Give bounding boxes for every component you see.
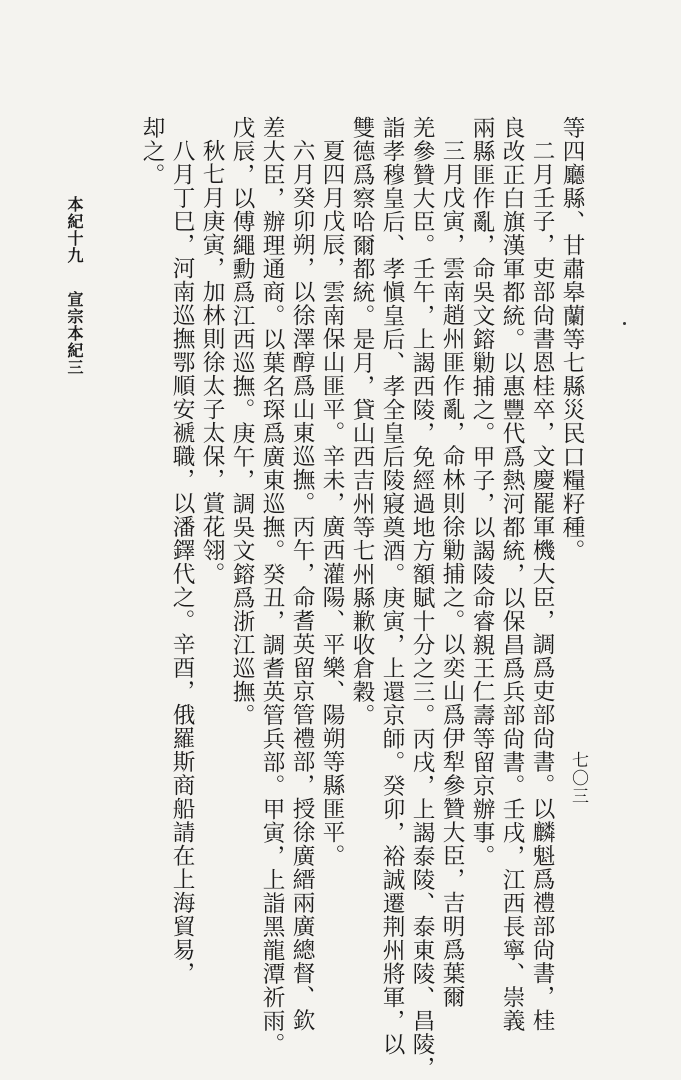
text-column-14: 八月丁巳，河南巡撫鄂順安褫職，以潘鐸代之。辛酉，俄羅斯商船請在上海貿易， xyxy=(169,139,195,985)
page-number: 七〇三 xyxy=(568,751,588,805)
text-column-1: 等四廳縣、甘肅皋蘭等七縣災民口糧籽種。 xyxy=(559,116,585,563)
text-column-5: 三月戊寅，雲南趙州匪作亂，命林則徐勦捕之。以奕山爲伊犁參贊大臣，吉明爲葉爾 xyxy=(439,139,465,1009)
text-column-4: 兩縣匪作亂，命吳文鎔勦捕之。甲子，以謁陵命睿親王仁壽等留京辦事。 xyxy=(469,116,495,868)
text-column-13: 秋七月庚寅，加林則徐太子太保，賞花翎。 xyxy=(199,139,225,586)
text-column-7: 詣孝穆皇后、孝愼皇后、孝全皇后陵寢奠酒。庚寅，上還京師。癸卯，裕誠遷荆州將軍，以 xyxy=(379,116,405,1056)
text-column-12: 戊辰，以傅繩勳爲江西巡撫。庚午，調吳文鎔爲浙江巡撫。 xyxy=(229,116,255,727)
text-column-15: 却之。 xyxy=(139,116,165,187)
text-column-10: 六月癸卯朔，以徐澤醇爲山東巡撫。丙午，命耆英留京管禮部，授徐廣縉兩廣總督、欽 xyxy=(289,139,315,1032)
text-column-9: 夏四月戊辰，雲南保山匪平。辛未，廣西灌陽、平樂、陽朔等縣匪平。 xyxy=(319,139,345,868)
text-column-3: 良改正白旗漢軍都統。以惠豐代爲熱河都統，以保昌爲兵部尙書。壬戌，江西長寧、崇義 xyxy=(499,116,525,1033)
text-column-11: 差大臣，辦理通商。以葉名琛爲廣東巡撫。癸丑，調耆英管兵部。甲寅，上詣黑龍潭祈雨。 xyxy=(259,116,285,1056)
running-head-section: 宣宗本紀三 xyxy=(65,291,84,376)
text-column-6: 羌參贊大臣。壬午，上謁西陵，免經過地方額賦十分之三。丙戌，上謁泰陵、泰東陵、昌陵， xyxy=(409,116,435,1080)
text-column-2: 二月壬子，吏部尙書恩桂卒，文慶罷軍機大臣，調爲吏部尙書。以麟魁爲禮部尙書，桂 xyxy=(529,139,555,1032)
running-head-chapter: 本紀十九 xyxy=(65,196,84,264)
print-speck xyxy=(623,322,626,325)
text-column-8: 雙德爲察哈爾都統。是月，貸山西吉州等七州縣歉收倉穀。 xyxy=(349,116,375,727)
